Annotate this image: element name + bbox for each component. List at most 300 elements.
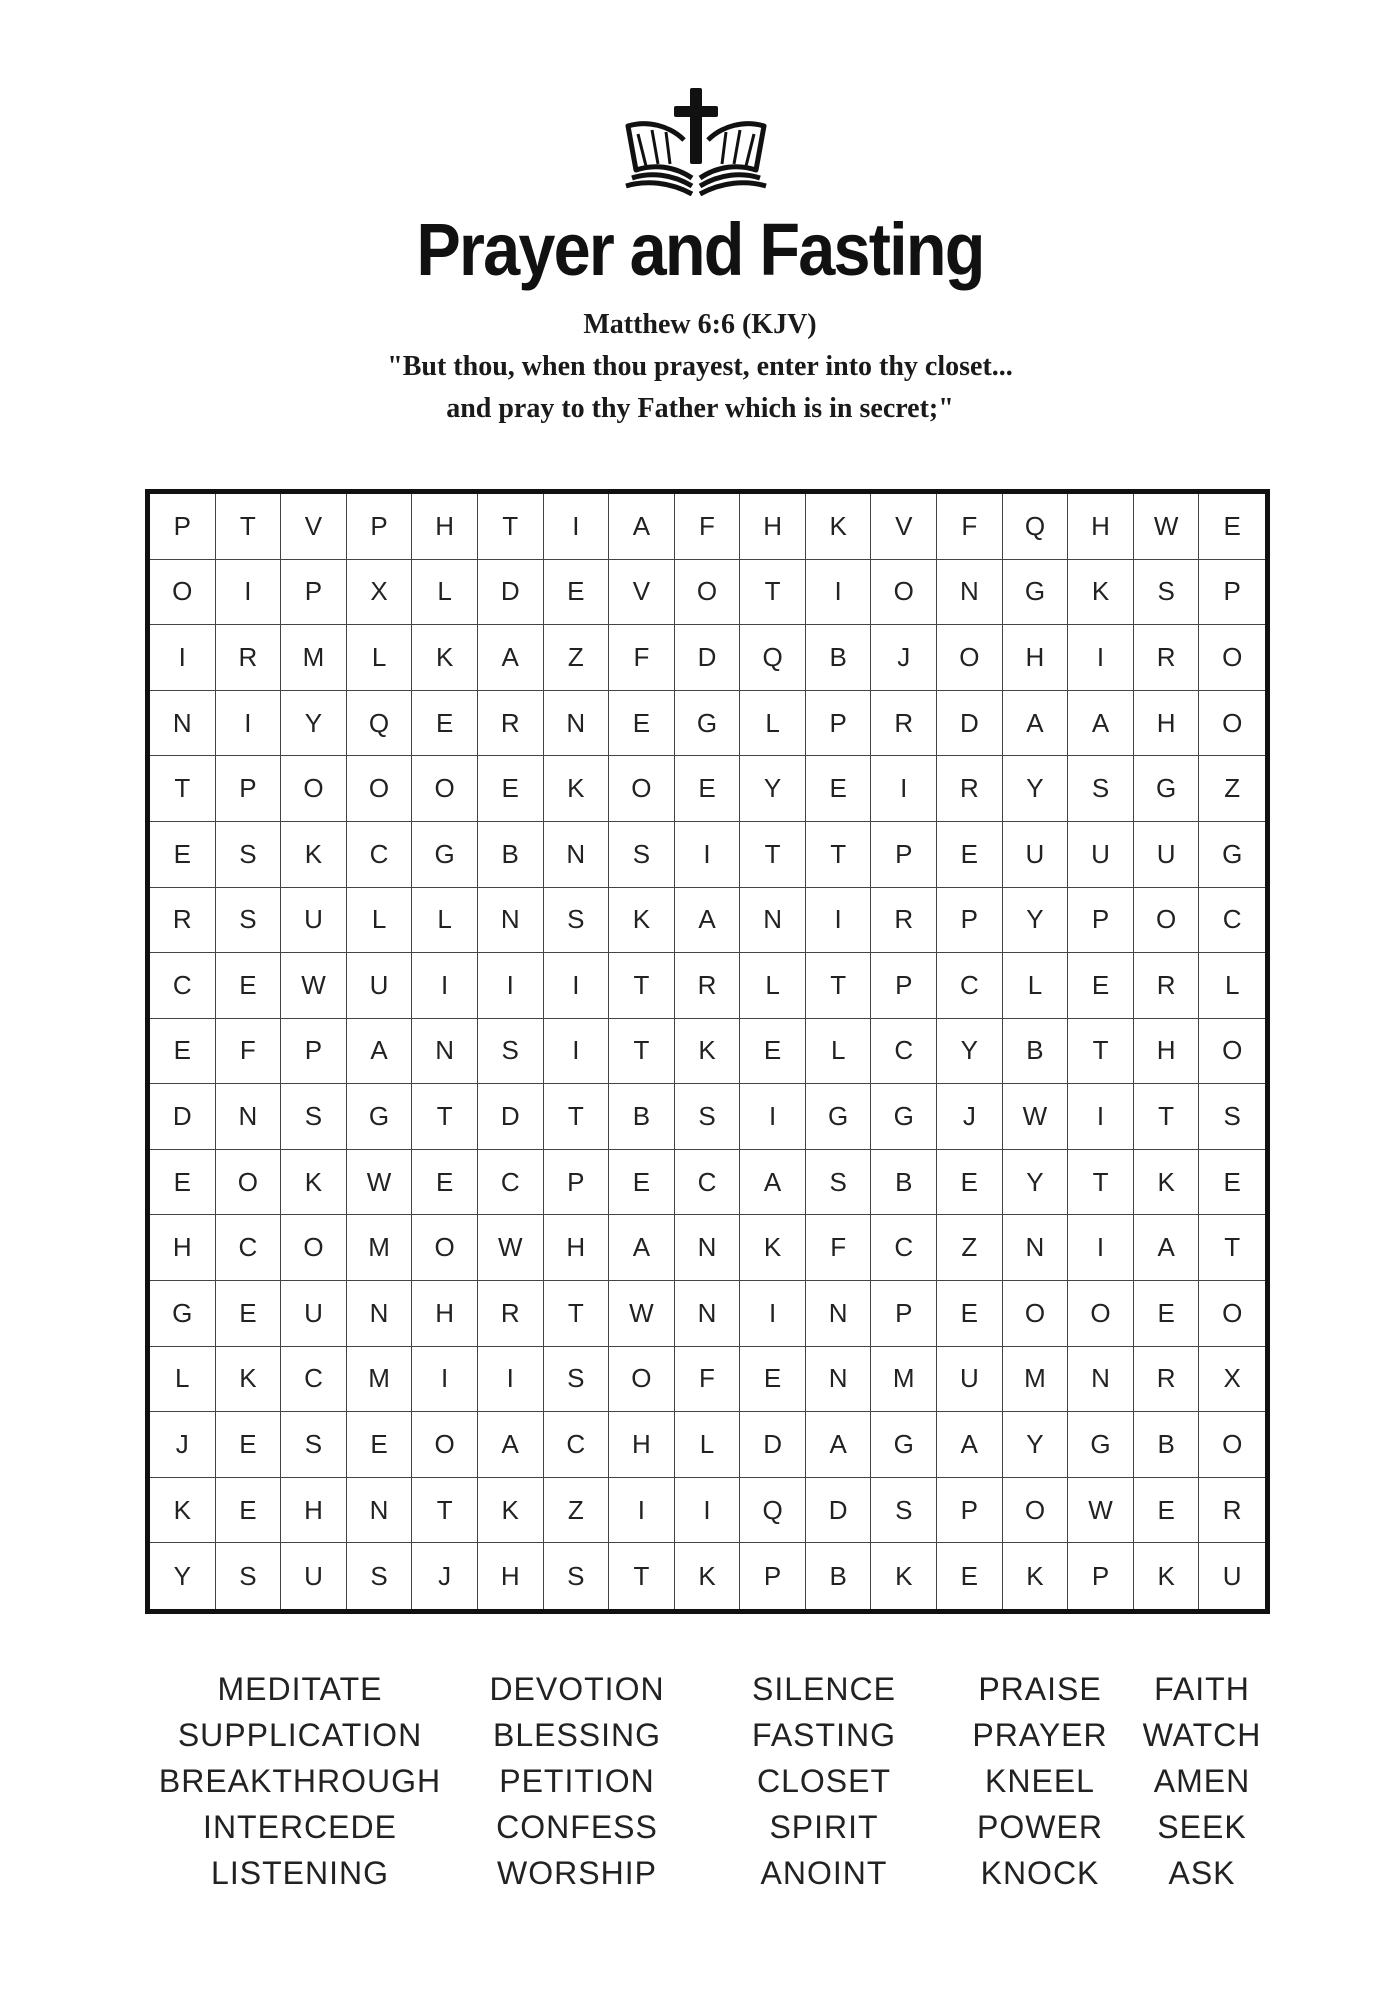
grid-cell: U	[1003, 822, 1069, 888]
grid-cell: T	[544, 1084, 610, 1150]
grid-cell: L	[1199, 953, 1265, 1019]
grid-cell: O	[412, 756, 478, 822]
grid-cell: W	[1134, 494, 1200, 560]
grid-cell: N	[150, 691, 216, 757]
grid-cell: E	[544, 560, 610, 626]
word-list-item: FASTING	[752, 1717, 896, 1753]
grid-cell: E	[1134, 1478, 1200, 1544]
grid-cell: R	[478, 691, 544, 757]
grid-cell: D	[150, 1084, 216, 1150]
grid-cell: Y	[1003, 1150, 1069, 1216]
grid-cell: L	[806, 1019, 872, 1085]
grid-cell: G	[871, 1084, 937, 1150]
verse-line-2: and pray to thy Father which is in secret;"	[446, 393, 954, 424]
grid-cell: M	[281, 625, 347, 691]
grid-cell: W	[281, 953, 347, 1019]
grid-cell: E	[806, 756, 872, 822]
grid-cell: V	[871, 494, 937, 560]
grid-cell: B	[806, 625, 872, 691]
word-list-item: DEVOTION	[489, 1671, 665, 1707]
grid-cell: S	[216, 822, 282, 888]
grid-cell: H	[609, 1412, 675, 1478]
grid-cell: A	[609, 494, 675, 560]
grid-cell: D	[740, 1412, 806, 1478]
grid-cell: L	[412, 560, 478, 626]
grid-cell: W	[347, 1150, 413, 1216]
word-list-item: ANOINT	[760, 1855, 888, 1891]
grid-cell: O	[1199, 625, 1265, 691]
grid-cell: T	[478, 494, 544, 560]
word-list-item: SEEK	[1157, 1809, 1247, 1845]
grid-cell: U	[281, 1543, 347, 1609]
grid-cell: G	[1199, 822, 1265, 888]
grid-cell: I	[478, 1347, 544, 1413]
grid-cell: E	[412, 1150, 478, 1216]
grid-cell: B	[1134, 1412, 1200, 1478]
grid-cell: I	[806, 560, 872, 626]
grid-cell: N	[1068, 1347, 1134, 1413]
grid-cell: G	[347, 1084, 413, 1150]
grid-cell: G	[1134, 756, 1200, 822]
grid-cell: P	[347, 494, 413, 560]
grid-cell: H	[478, 1543, 544, 1609]
grid-cell: U	[1222, 1560, 1242, 1591]
grid-cell: A	[675, 888, 741, 954]
grid-cell: M	[871, 1347, 937, 1413]
grid-cell: R	[1199, 1478, 1265, 1544]
grid-cell: R	[1134, 1347, 1200, 1413]
grid-cell: A	[347, 1019, 413, 1085]
grid-cell: I	[1068, 1215, 1134, 1281]
grid-cell: L	[347, 625, 413, 691]
grid-cell: C	[937, 953, 1003, 1019]
grid-cell: H	[150, 1215, 216, 1281]
grid-cell: C	[478, 1150, 544, 1216]
grid-cell: T	[1199, 1215, 1265, 1281]
grid-cell: T	[1068, 1019, 1134, 1085]
grid-cell: B	[609, 1084, 675, 1150]
grid-cell: P	[806, 691, 872, 757]
grid-cell: S	[609, 822, 675, 888]
grid-cell: V	[281, 494, 347, 560]
grid-cell: O	[1199, 1412, 1265, 1478]
grid-cell: H	[412, 494, 478, 560]
grid-cell: K	[675, 1543, 741, 1609]
grid-cell: G	[150, 1281, 216, 1347]
grid-cell: O	[347, 756, 413, 822]
grid-cell: Q	[740, 1478, 806, 1544]
grid-cell: E	[1199, 1150, 1265, 1216]
grid-cell: E	[675, 756, 741, 822]
grid-cell: Q	[1003, 494, 1069, 560]
grid-cell: S	[544, 1347, 610, 1413]
grid-cell: A	[1134, 1215, 1200, 1281]
grid-cell: C	[871, 1019, 937, 1085]
word-search-grid	[145, 489, 1270, 1614]
grid-cell: P	[150, 494, 216, 560]
grid-cell: T	[1134, 1084, 1200, 1150]
grid-cell: S	[281, 1412, 347, 1478]
grid-cell: K	[1003, 1543, 1069, 1609]
grid-cell: E	[1134, 1281, 1200, 1347]
grid-cell: S	[1134, 560, 1200, 626]
grid-cell: T	[609, 1019, 675, 1085]
word-list-item: FAITH	[1154, 1671, 1250, 1707]
grid-cell: H	[1134, 1019, 1200, 1085]
grid-cell: Z	[1199, 756, 1265, 822]
grid-cell: E	[150, 822, 216, 888]
grid-cell: G	[412, 822, 478, 888]
grid-cell: H	[1003, 625, 1069, 691]
scripture-verse	[0, 304, 1400, 430]
grid-cell: P	[1199, 560, 1265, 626]
word-list-item: BLESSING	[492, 1717, 662, 1753]
grid-cell: E	[216, 1281, 282, 1347]
grid-cell: A	[609, 1215, 675, 1281]
grid-cell: T	[412, 1084, 478, 1150]
word-list-item: ASK	[1168, 1855, 1236, 1891]
word-list-item: LISTENING	[211, 1855, 389, 1891]
grid-cell: O	[937, 625, 1003, 691]
grid-cell: N	[544, 691, 610, 757]
grid-cell: D	[478, 1084, 544, 1150]
grid-cell: Z	[544, 1478, 610, 1544]
grid-cell: A	[806, 1412, 872, 1478]
grid-cell: S	[478, 1019, 544, 1085]
word-list-item: KNOCK	[980, 1855, 1100, 1891]
grid-cell: J	[412, 1543, 478, 1609]
grid-cell: E	[216, 1478, 282, 1544]
grid-cell: S	[544, 1543, 610, 1609]
grid-cell: N	[347, 1281, 413, 1347]
grid-cell: T	[806, 822, 872, 888]
grid-cell: I	[871, 756, 937, 822]
grid-cell: O	[216, 1150, 282, 1216]
grid-cell: I	[412, 1347, 478, 1413]
grid-cell: I	[216, 560, 282, 626]
grid-cell: K	[216, 1347, 282, 1413]
grid-cell: M	[347, 1347, 413, 1413]
grid-cell: I	[544, 1019, 610, 1085]
grid-cell: O	[281, 1215, 347, 1281]
grid-cell: E	[216, 953, 282, 1019]
grid-cell: I	[675, 1478, 741, 1544]
grid-cell: N	[675, 1215, 741, 1281]
grid-cell: R	[871, 691, 937, 757]
word-list-item: AMEN	[1153, 1763, 1251, 1799]
grid-cell: E	[1199, 494, 1265, 560]
grid-cell: I	[1068, 625, 1134, 691]
word-list-item: WATCH	[1142, 1717, 1262, 1753]
grid-cell: H	[544, 1215, 610, 1281]
grid-cell: W	[478, 1215, 544, 1281]
grid-cell: K	[806, 494, 872, 560]
grid-cell: L	[740, 953, 806, 1019]
grid-cell: E	[347, 1412, 413, 1478]
word-column	[1032, 1666, 1372, 1896]
grid-cell: I	[740, 1281, 806, 1347]
grid-cell: Q	[740, 625, 806, 691]
grid-cell: E	[150, 1019, 216, 1085]
grid-cell: K	[281, 1150, 347, 1216]
grid-cell: K	[412, 625, 478, 691]
grid-cell: D	[937, 691, 1003, 757]
grid-cell: I	[740, 1084, 806, 1150]
grid-cell: B	[478, 822, 544, 888]
grid-cell: I	[150, 625, 216, 691]
grid-cell: O	[1134, 888, 1200, 954]
grid-cell: P	[871, 1281, 937, 1347]
grid-cell: I	[216, 691, 282, 757]
grid-cell: F	[609, 625, 675, 691]
grid-cell: O	[412, 1412, 478, 1478]
grid-cell: O	[1199, 691, 1265, 757]
grid-cell: E	[1068, 953, 1134, 1019]
grid-cell: T	[150, 756, 216, 822]
grid-cell: G	[1003, 560, 1069, 626]
grid-cell: P	[871, 953, 937, 1019]
grid-cell: I	[1068, 1084, 1134, 1150]
grid-cell: P	[1068, 888, 1134, 954]
grid-cell: K	[609, 888, 675, 954]
grid-cell: O	[281, 756, 347, 822]
grid-cell: W	[1068, 1478, 1134, 1544]
open-bible-with-cross-icon	[622, 86, 772, 202]
grid-cell: B	[871, 1150, 937, 1216]
grid-cell: R	[871, 888, 937, 954]
grid-cell: K	[478, 1478, 544, 1544]
grid-cell: A	[478, 1412, 544, 1478]
grid-cell: S	[281, 1084, 347, 1150]
grid-cell: G	[871, 1412, 937, 1478]
grid-cell: T	[412, 1478, 478, 1544]
page-title: Prayer and Fasting	[416, 208, 984, 291]
grid-cell: N	[478, 888, 544, 954]
grid-cell: N	[216, 1084, 282, 1150]
grid-cell: C	[150, 953, 216, 1019]
word-list	[0, 1666, 1400, 1906]
grid-cell: B	[806, 1543, 872, 1609]
grid-cell: H	[740, 494, 806, 560]
word-list-item: PRAISE	[978, 1671, 1102, 1707]
grid-cell: F	[806, 1215, 872, 1281]
grid-cell: R	[1134, 625, 1200, 691]
grid-cell: T	[740, 822, 806, 888]
grid-cell: O	[1068, 1281, 1134, 1347]
grid-cell: S	[347, 1543, 413, 1609]
grid-cell: E	[937, 1281, 1003, 1347]
grid-cell: I	[609, 1478, 675, 1544]
grid-cell: A	[1068, 691, 1134, 757]
word-list-item: PETITION	[499, 1763, 655, 1799]
grid-cell: U	[281, 1281, 347, 1347]
word-list-item: WORSHIP	[497, 1855, 657, 1891]
grid-cell: M	[347, 1215, 413, 1281]
grid-cell: T	[609, 1543, 675, 1609]
word-list-item: SUPPLICATION	[177, 1717, 423, 1753]
grid-cell: N	[1003, 1215, 1069, 1281]
word-list-item: PRAYER	[972, 1717, 1108, 1753]
grid-cell: J	[937, 1084, 1003, 1150]
word-list-item: KNEEL	[985, 1763, 1095, 1799]
grid-cell: F	[216, 1019, 282, 1085]
grid-cell: E	[216, 1412, 282, 1478]
grid-cell: P	[740, 1543, 806, 1609]
grid-cell: F	[675, 1347, 741, 1413]
grid-cell: U	[937, 1347, 1003, 1413]
grid-cell: I	[544, 953, 610, 1019]
word-list-item: MEDITATE	[217, 1671, 383, 1707]
word-list-item: BREAKTHROUGH	[158, 1763, 442, 1799]
grid-cell: T	[609, 953, 675, 1019]
grid-cell: M	[1003, 1347, 1069, 1413]
grid-cell: E	[412, 691, 478, 757]
grid-cell: Y	[1003, 756, 1069, 822]
grid-cell: P	[1068, 1543, 1134, 1609]
grid-cell: W	[1003, 1084, 1069, 1150]
grid-cell: U	[1134, 822, 1200, 888]
grid-cell: K	[740, 1215, 806, 1281]
grid-cell: A	[937, 1412, 1003, 1478]
grid-cell: C	[544, 1412, 610, 1478]
grid-cell: O	[1199, 1019, 1265, 1085]
grid-cell: O	[675, 560, 741, 626]
grid-cell: K	[281, 822, 347, 888]
grid-cell: K	[150, 1478, 216, 1544]
grid-cell: Y	[937, 1019, 1003, 1085]
grid-cell: E	[937, 822, 1003, 888]
grid-cell: P	[937, 888, 1003, 954]
grid-cell: S	[216, 888, 282, 954]
grid-cell: H	[1068, 494, 1134, 560]
word-list-item: INTERCEDE	[203, 1809, 397, 1845]
grid-cell: D	[675, 625, 741, 691]
grid-cell: P	[937, 1478, 1003, 1544]
grid-cell: L	[150, 1347, 216, 1413]
grid-cell: N	[675, 1281, 741, 1347]
grid-cell: L	[1003, 953, 1069, 1019]
grid-cell: R	[150, 888, 216, 954]
grid-cell: O	[1003, 1478, 1069, 1544]
grid-cell: U	[1068, 822, 1134, 888]
grid-cell: R	[675, 953, 741, 1019]
grid-cell: I	[412, 953, 478, 1019]
grid-cell: E	[609, 1150, 675, 1216]
grid-cell: D	[478, 560, 544, 626]
grid-cell: R	[478, 1281, 544, 1347]
grid-cell: H	[1134, 691, 1200, 757]
grid-cell: P	[216, 756, 282, 822]
grid-cell: O	[609, 1347, 675, 1413]
verse-reference: Matthew 6:6 (KJV)	[583, 309, 817, 340]
grid-cell: D	[806, 1478, 872, 1544]
grid-cell: N	[412, 1019, 478, 1085]
grid-cell: K	[871, 1543, 937, 1609]
grid-cell: P	[281, 560, 347, 626]
grid-cell: P	[871, 822, 937, 888]
grid-cell: S	[675, 1084, 741, 1150]
grid-cell: O	[150, 560, 216, 626]
grid-cell: J	[150, 1412, 216, 1478]
grid-cell: P	[281, 1019, 347, 1085]
grid-cell: R	[1134, 953, 1200, 1019]
grid-cell: F	[937, 494, 1003, 560]
grid-cell: V	[609, 560, 675, 626]
grid-cell: Y	[740, 756, 806, 822]
grid-cell: Z	[544, 625, 610, 691]
grid-cell: Y	[150, 1543, 216, 1609]
grid-cell: Y	[1003, 888, 1069, 954]
grid-cell: H	[412, 1281, 478, 1347]
grid-cell: X	[1199, 1347, 1265, 1413]
verse-line-1: "But thou, when thou prayest, enter into thy closet...	[387, 351, 1013, 382]
grid-cell: S	[871, 1478, 937, 1544]
grid-cell: N	[806, 1347, 872, 1413]
grid-cell: Y	[281, 691, 347, 757]
grid-cell: I	[478, 953, 544, 1019]
grid-cell: E	[740, 1347, 806, 1413]
grid-cell: N	[740, 888, 806, 954]
grid-cell: S	[1068, 756, 1134, 822]
grid-cell: J	[871, 625, 937, 691]
grid-cell: T	[544, 1281, 610, 1347]
grid-cell: O	[1003, 1281, 1069, 1347]
word-list-item: POWER	[977, 1809, 1103, 1845]
grid-cell: I	[675, 822, 741, 888]
word-list-item: CONFESS	[496, 1809, 658, 1845]
grid-cell: S	[544, 888, 610, 954]
grid-cell: C	[871, 1215, 937, 1281]
grid-cell: C	[347, 822, 413, 888]
grid-cell: Y	[1003, 1412, 1069, 1478]
grid-cell: T	[740, 560, 806, 626]
grid-cell: S	[806, 1150, 872, 1216]
grid-cell: E	[740, 1019, 806, 1085]
grid-cell: C	[1199, 888, 1265, 954]
grid-cell: Q	[347, 691, 413, 757]
grid-cell: P	[544, 1150, 610, 1216]
grid-cell: S	[1199, 1084, 1265, 1150]
grid-cell: K	[1134, 1543, 1200, 1609]
grid-cell: S	[216, 1543, 282, 1609]
grid-cell: L	[412, 888, 478, 954]
grid-cell: U	[347, 953, 413, 1019]
grid-cell: C	[216, 1215, 282, 1281]
grid-cell: H	[281, 1478, 347, 1544]
grid-cell: L	[347, 888, 413, 954]
grid-cell: E	[478, 756, 544, 822]
grid-cell: E	[150, 1150, 216, 1216]
grid-cell: A	[740, 1150, 806, 1216]
grid-cell: E	[609, 691, 675, 757]
grid-cell: T	[806, 953, 872, 1019]
grid-cell: N	[544, 822, 610, 888]
grid-cell: K	[544, 756, 610, 822]
grid-cell: O	[871, 560, 937, 626]
grid-cell: N	[937, 560, 1003, 626]
grid-cell: N	[806, 1281, 872, 1347]
grid-cell: I	[544, 494, 610, 560]
grid-cell: B	[1003, 1019, 1069, 1085]
grid-cell: E	[937, 1150, 1003, 1216]
grid-cell: K	[675, 1019, 741, 1085]
grid-cell: A	[478, 625, 544, 691]
grid-cell: L	[675, 1412, 741, 1478]
grid-cell: C	[281, 1347, 347, 1413]
grid-cell: I	[806, 888, 872, 954]
grid-cell: E	[937, 1543, 1003, 1609]
word-list-item: CLOSET	[756, 1763, 892, 1799]
